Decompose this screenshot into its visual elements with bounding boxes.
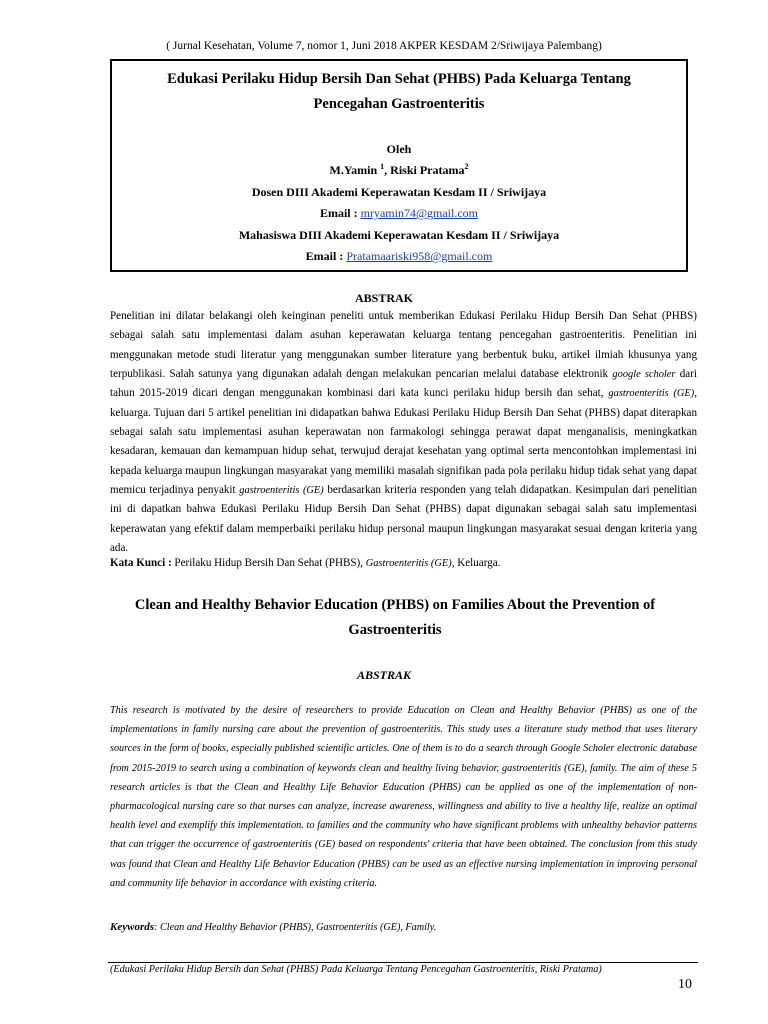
affiliation-2: Mahasiswa DIII Akademi Keperawatan Kesdam II / Sriwijaya — [238, 227, 560, 242]
keywords-en-text: : Clean and Healthy Behavior (PHBS), Gastroenteritis (GE), Family. — [154, 922, 437, 933]
abstract-id-text-4: berdasarkan kriteria responden yang telah didapatkan. Kesimpulan dari penelitian ini di dapatkan bahwa Edukasi Perilaku Hidup Bersih Dan Sehat (PHBS) dapat digunakan sebagai salah satu implementasi keperawatan yang efektif dalam memperbaiki perilaku hidup personal maupun lingkungan masyarakat sesuai dengan kriteria yang ada. — [110, 484, 697, 555]
email-label-2: Email : — [305, 249, 347, 263]
keywords-id-text-2: , Keluarga. — [451, 557, 501, 569]
author-1-sup: 1 — [380, 162, 385, 171]
keywords-en — [110, 921, 697, 933]
page-number: 10 — [678, 977, 692, 992]
journal-header: ( Jurnal Kesehatan, Volume 7, nomor 1, Juni 2018 AKPER KESDAM 2/Sriwijaya Palembang) — [166, 40, 602, 52]
english-title: Clean and Healthy Behavior Education (PHBS) on Families About the Prevention of Gastroenteritis — [134, 597, 656, 638]
affiliation-1: Dosen DIII Akademi Keperawatan Kesdam II / Sriwijaya — [251, 184, 547, 199]
author-2-sup: 2 — [464, 162, 469, 171]
title-box — [110, 59, 688, 272]
author-2: , Riski Pratama — [384, 163, 465, 177]
abstract-id-body — [110, 307, 697, 558]
keywords-id-italic: Gastroenteritis (GE) — [365, 558, 452, 569]
abstract-id-italic-3: gastroenteritis (GE) — [239, 485, 324, 497]
running-footer: (Edukasi Perilaku Hidup Bersih dan Sehat (PHBS) Pada Keluarga Tentang Pencegahan Gastroenteritis, Riski Pratama) — [110, 964, 602, 975]
keywords-id-label: Kata Kunci : — [110, 557, 175, 569]
abstract-id-text-3: , keluarga. Tujuan dari 5 artikel penelitian ini didapatkan bahwa Edukasi Perilaku Hidup Bersih Dan Sehat (PHBS) dapat diterapkan sebagai salah satu implementasi asuhan keperawatan non farmakologi sehingga perawat dapat menganalisis, meningkatkan kesadaran, kemauan dan kemampuan hidup sehat, terwujud derajat kesehatan yang optimal serta mencontohkan implementasi ini kepada keluarga maupun lingkungan masyarakat yang memiliki masalah signifikan pada pola perilaku hidup tidak sehat yang dapat memicu terjadinya penyakit — [110, 387, 697, 497]
email-line-2 — [112, 246, 686, 268]
author-1: M.Yamin — [329, 163, 381, 177]
footer-divider — [108, 962, 698, 963]
abstract-id-italic-2: gastroenteritis (GE) — [608, 388, 695, 400]
abstract-id-text-1: Penelitian ini dilatar belakangi oleh keinginan peneliti untuk memberikan Edukasi Perilaku Hidup Bersih Dan Sehat (PHBS) sebagai salah satu implementasi dalam asuhan keperawatan keluarga tentang pencegahan gastroenteritis. Penelitian ini menggunakan metode studi literatur yang menggunakan sumber literature yang berbentuk buku, artikel ilmiah khusunya yang terpublikasi. Salah satunya yang digunakan adalah dengan melakukan pencarian melalui database elektronik — [110, 310, 697, 381]
email-link-2[interactable]: Pratamaariski958@gmail.com — [346, 249, 493, 263]
email-line-1 — [112, 203, 686, 225]
abstract-en-body: This research is motivated by the desire of researchers to provide Education on Clean and Healthy Behavior (PHBS) as one of the implementations in family nursing care about the prevention of gastroenteritis. This study uses a literature study method that uses literary sources in the form of books, especially published scientific articles. One of them is to do a search through Google Scholer electronic database from 2015-2019 to search using a combination of keywords clean and healthy living behavior, gastroenteritis (GE), family. The aim of these 5 research articles is that the Clean and Healthy Life Behavior Education (PHBS) can be applied as one of the implementation of non-pharmacological nursing care so that nurses can analyze, increase awareness, willingness and ability to live a healthy life, realize an optimal health level and exemplify this implementation. to families and the community who have significant problems with unhealthy behavior patterns that can trigger the occurrence of gastroenteritis (GE) based on respondents' criteria that have been obtained. The conclusion from this study was found that Clean and Healthy Life Behavior Education (PHBS) can be used as an effective nursing implementation in improving personal and community life behavior in accordance with existing criteria. — [110, 705, 697, 889]
keywords-id-text-1: Perilaku Hidup Bersih Dan Sehat (PHBS), — [174, 557, 366, 569]
email-label-1: Email : — [319, 206, 361, 220]
authors — [112, 160, 686, 182]
by-label: Oleh — [386, 142, 412, 156]
abstract-heading-id: ABSTRAK — [354, 291, 413, 305]
abstract-heading-en: ABSTRAK — [356, 668, 412, 682]
keywords-id — [110, 554, 697, 573]
paper-title: Edukasi Perilaku Hidup Bersih Dan Sehat (PHBS) Pada Keluarga Tentang Pencegahan Gastroenteritis — [167, 71, 631, 112]
keywords-en-label: Keywords — [110, 921, 154, 933]
abstract-id-italic-1: google scholer — [612, 369, 676, 381]
email-link-1[interactable]: mryamin74@gmail.com — [360, 206, 479, 220]
abstract-id-text-2: dari tahun 2015-2019 dicari dengan menggunakan kombinasi dari kata kunci perilaku hidup bersih dan sehat, — [110, 368, 697, 400]
